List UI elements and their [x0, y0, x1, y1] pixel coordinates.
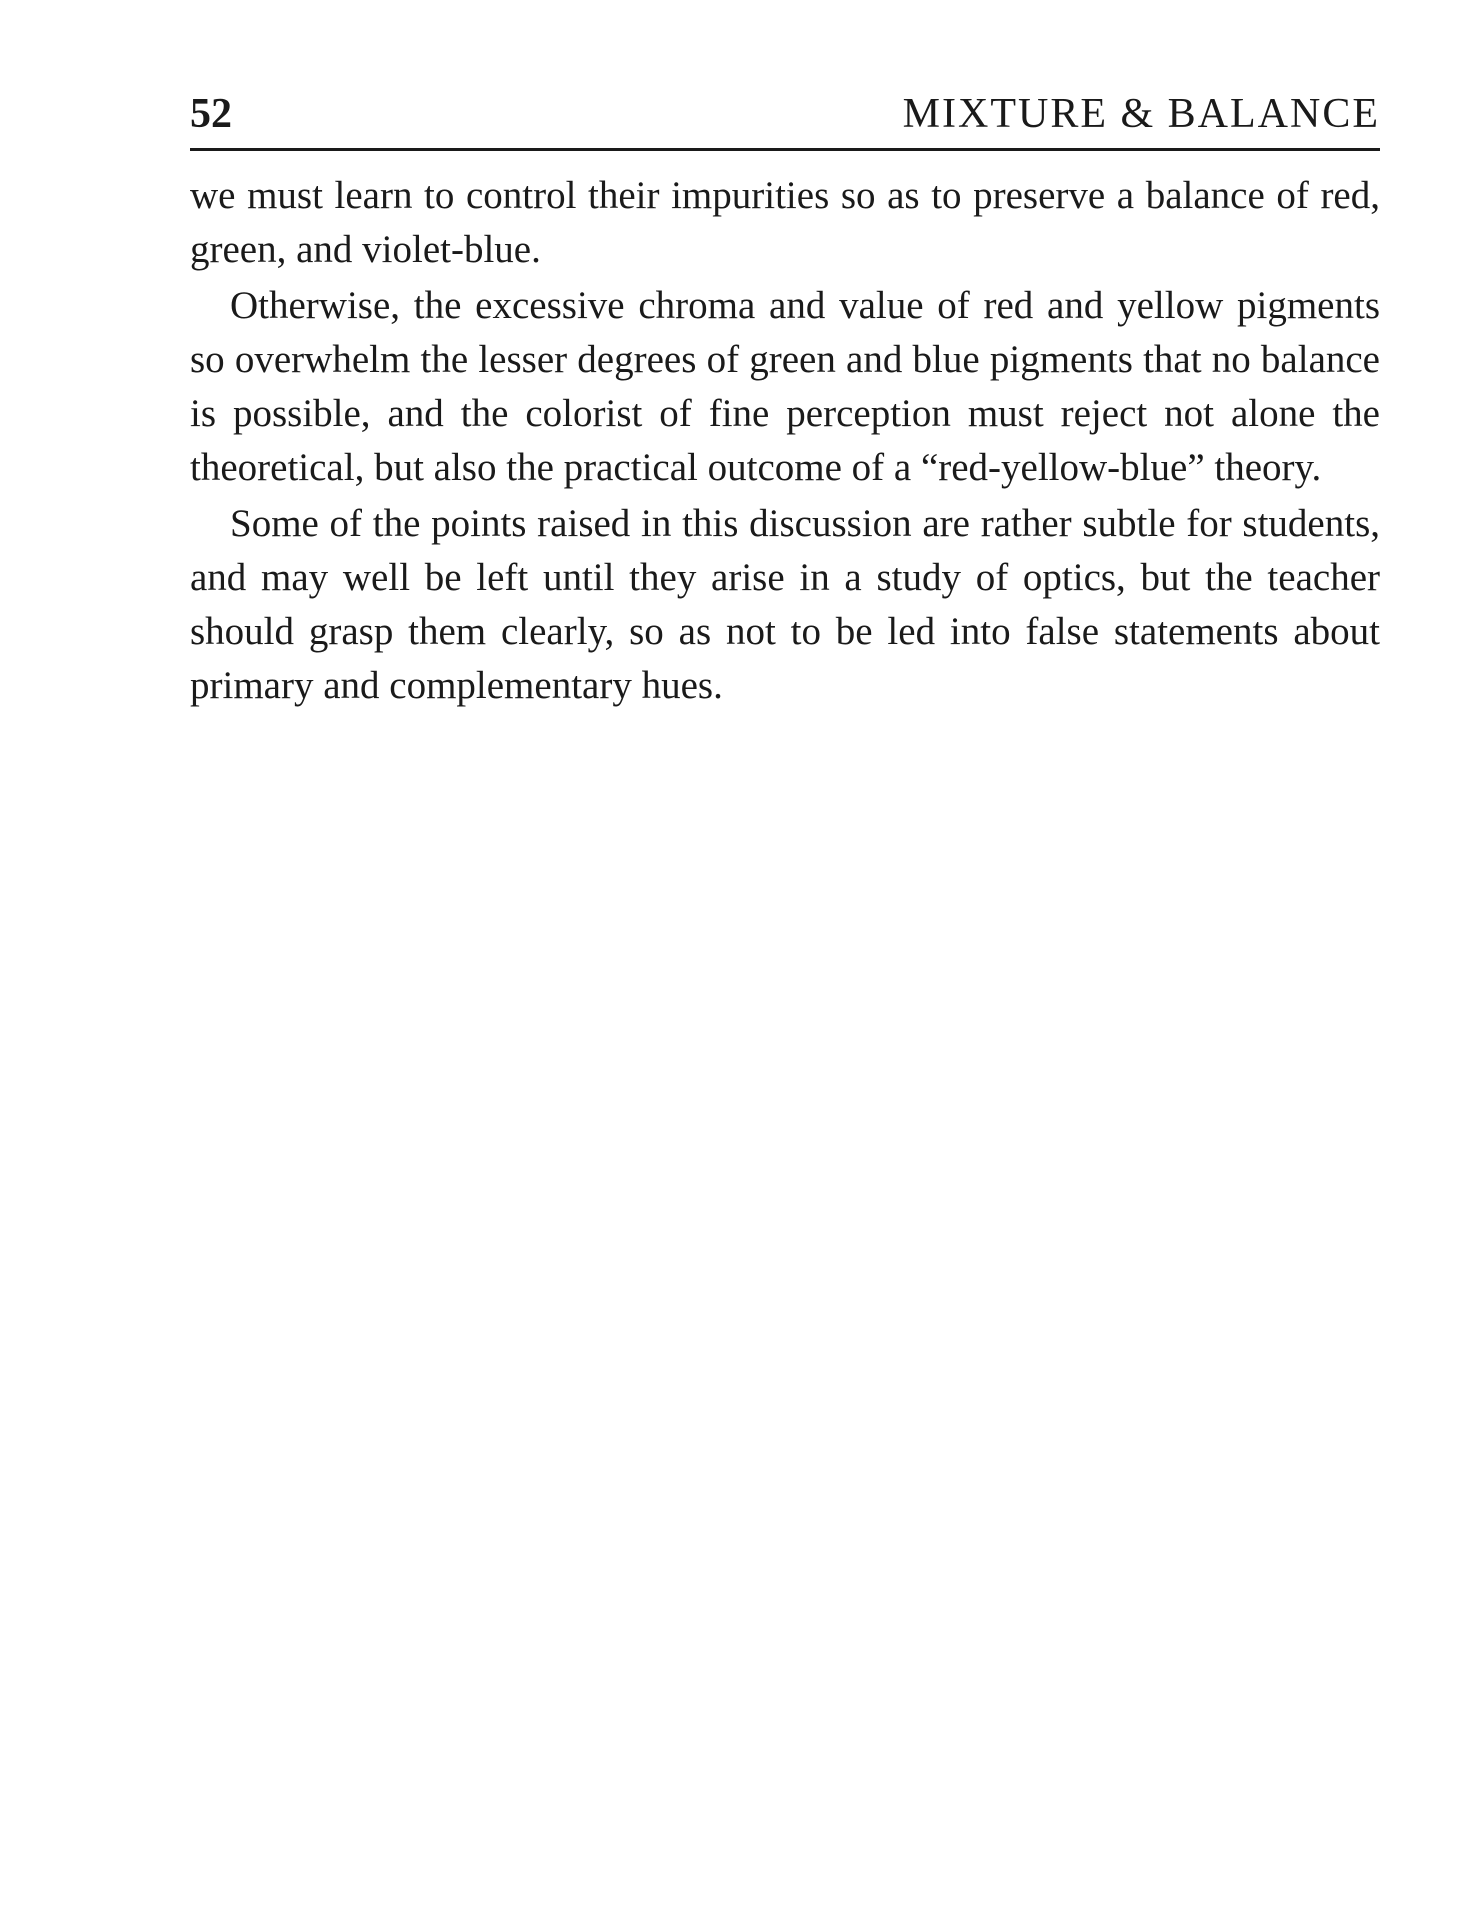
running-title: MIXTURE & BALANCE [902, 91, 1380, 137]
paragraph: Otherwise, the excessive chroma and value of red and yellow pigments so overwhelm the lesser degrees of green and blue pigments that no balance is possible, and the colorist of fine perception must reject not alone the theoretical, but also the practical outcome of a “red-yellow-blue” theory. [190, 284, 1380, 489]
body-text [190, 169, 1380, 713]
paragraph: Some of the points raised in this discussion are rather subtle for students, and may well be left until they arise in a study of optics, but the teacher should grasp them clearly, so as not to be led into false statements about primary and complementary hues. [190, 502, 1380, 707]
running-head [190, 80, 1380, 146]
book-page [190, 80, 1380, 715]
paragraph-continuation: we must learn to control their impurities so as to preserve a balance of red, green, and violet-blue. [190, 174, 1380, 271]
page-number: 52 [190, 91, 232, 137]
header-rule [190, 148, 1380, 151]
